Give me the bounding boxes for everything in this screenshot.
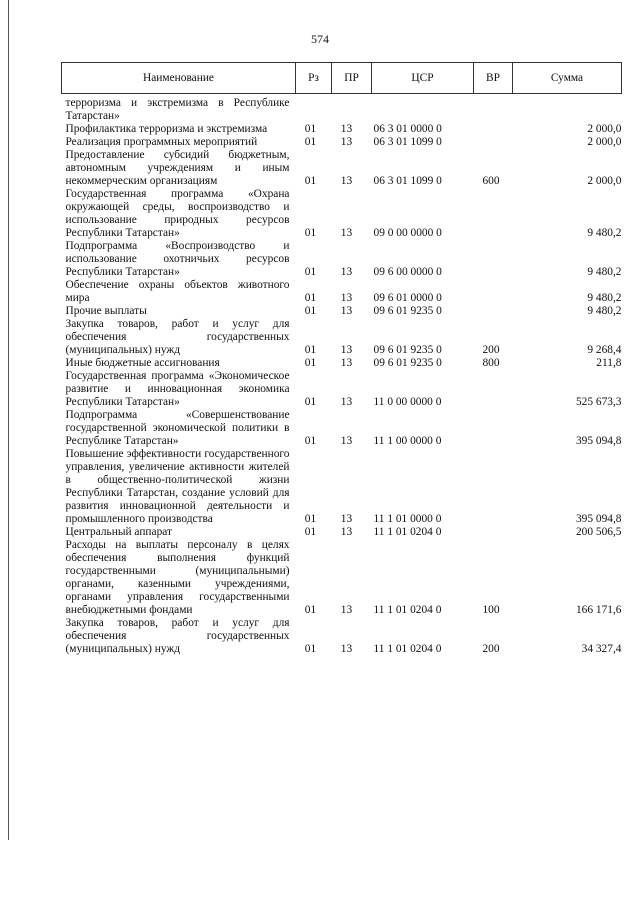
row-name: Повышение эффективности государственного управления, увеличение активности жителей в общественно-политической жизни Республики Татарстан, создание условий для развития инновационной деятельности и промышленного производства xyxy=(65,448,290,525)
budget-table xyxy=(61,62,622,656)
row-sum: 2 000,0 xyxy=(587,123,622,135)
row-rz: 01 xyxy=(304,513,317,525)
row-pr: 13 xyxy=(340,396,353,408)
row-csr: 11 0 00 0000 0 xyxy=(373,396,442,408)
row-name: Предоставление субсидий бюджетным, автономным учреждениям и иным некоммерческим организациям xyxy=(65,149,290,187)
row-rz: 01 xyxy=(304,604,317,616)
header-row xyxy=(62,63,622,94)
row-vr: 200 xyxy=(482,344,500,356)
row-vr xyxy=(474,188,513,240)
row-vr: 800 xyxy=(482,357,500,369)
row-name: Закупка товаров, работ и услуг для обеспечения государственных (муниципальных) нужд xyxy=(65,617,290,655)
table-row xyxy=(62,357,622,370)
row-name: Государственная программа «Экономическое развитие и инновационная экономика Республики Татарстан» xyxy=(65,370,290,408)
table-row xyxy=(62,526,622,539)
table-row xyxy=(62,240,622,279)
row-pr: 13 xyxy=(340,305,353,317)
row-csr: 09 6 01 0000 0 xyxy=(373,292,442,304)
header-pr: ПР xyxy=(332,63,372,94)
row-vr xyxy=(474,448,513,526)
row-pr: 13 xyxy=(340,435,353,447)
row-pr: 13 xyxy=(340,604,353,616)
row-sum: 2 000,0 xyxy=(587,175,622,187)
table-row xyxy=(62,188,622,240)
row-rz xyxy=(296,94,332,124)
row-pr: 13 xyxy=(340,344,353,356)
row-sum: 9 480,2 xyxy=(587,227,622,239)
row-sum: 166 171,6 xyxy=(575,604,622,616)
header-csr: ЦСР xyxy=(372,63,474,94)
table-row xyxy=(62,305,622,318)
row-pr xyxy=(332,94,372,124)
row-vr xyxy=(474,409,513,448)
row-rz: 01 xyxy=(304,396,317,408)
row-name: Подпрограмма «Совершенствование государственной экономической политики в Республике Татарстан» xyxy=(65,409,290,447)
table-row xyxy=(62,617,622,656)
row-csr: 09 6 01 9235 0 xyxy=(373,305,442,317)
row-rz: 01 xyxy=(304,344,317,356)
page-number: 574 xyxy=(311,32,329,46)
row-vr xyxy=(474,94,513,124)
row-rz: 01 xyxy=(304,136,317,148)
header-rz: Рз xyxy=(296,63,332,94)
row-csr: 11 1 01 0000 0 xyxy=(373,513,442,525)
row-vr xyxy=(474,279,513,305)
row-pr: 13 xyxy=(340,123,353,135)
row-pr: 13 xyxy=(340,227,353,239)
row-csr: 06 3 01 1099 0 xyxy=(373,175,442,187)
margin-line xyxy=(8,0,9,840)
row-csr: 09 0 00 0000 0 xyxy=(373,227,442,239)
row-name: Реализация программных мероприятий xyxy=(65,136,258,148)
row-vr xyxy=(474,526,513,539)
row-csr xyxy=(372,94,474,124)
row-rz: 01 xyxy=(304,175,317,187)
row-csr: 11 1 00 0000 0 xyxy=(373,435,442,447)
header-vr: ВР xyxy=(474,63,513,94)
row-sum: 2 000,0 xyxy=(587,136,622,148)
row-vr xyxy=(474,123,513,136)
row-pr: 13 xyxy=(340,175,353,187)
table-row xyxy=(62,149,622,188)
row-name: Расходы на выплаты персоналу в целях обеспечения выполнения функций государственными (муниципальными) органами, казенными учреждениями, органами управления государственными внебюджетными фондами xyxy=(65,539,290,616)
row-csr: 09 6 01 9235 0 xyxy=(373,357,442,369)
row-sum: 200 506,5 xyxy=(575,526,622,538)
row-rz: 01 xyxy=(304,266,317,278)
row-pr: 13 xyxy=(340,292,353,304)
row-csr: 06 3 01 0000 0 xyxy=(373,123,442,135)
row-rz: 01 xyxy=(304,227,317,239)
row-rz: 01 xyxy=(304,305,317,317)
row-vr: 100 xyxy=(482,604,500,616)
row-rz: 01 xyxy=(304,526,317,538)
row-pr: 13 xyxy=(340,136,353,148)
row-pr: 13 xyxy=(340,357,353,369)
table-row xyxy=(62,94,622,124)
row-sum: 9 480,2 xyxy=(587,266,622,278)
row-sum: 9 480,2 xyxy=(587,305,622,317)
row-name: Закупка товаров, работ и услуг для обеспечения государственных (муниципальных) нужд xyxy=(65,318,290,356)
row-name: Прочие выплаты xyxy=(65,305,147,317)
table-row xyxy=(62,318,622,357)
row-name: Иные бюджетные ассигнования xyxy=(65,357,220,369)
table-row xyxy=(62,539,622,617)
row-name: Обеспечение охраны объектов животного мира xyxy=(65,279,290,304)
row-vr xyxy=(474,305,513,318)
row-vr xyxy=(474,370,513,409)
row-rz: 01 xyxy=(304,292,317,304)
row-csr: 11 1 01 0204 0 xyxy=(373,643,442,655)
table-row xyxy=(62,123,622,136)
row-name: Подпрограмма «Воспроизводство и использование охотничьих ресурсов Республики Татарстан» xyxy=(65,240,290,278)
row-vr: 200 xyxy=(482,643,500,655)
header-name: Наименование xyxy=(62,63,296,94)
row-pr: 13 xyxy=(340,266,353,278)
row-name: Государственная программа «Охрана окружающей среды, воспроизводство и использование природных ресурсов Республики Татарстан» xyxy=(65,188,290,239)
row-csr: 09 6 01 9235 0 xyxy=(373,344,442,356)
row-rz: 01 xyxy=(304,643,317,655)
row-sum: 34 327,4 xyxy=(581,643,622,655)
row-sum xyxy=(513,94,622,124)
row-vr: 600 xyxy=(482,175,500,187)
row-sum: 395 094,8 xyxy=(575,513,622,525)
row-csr: 11 1 01 0204 0 xyxy=(373,526,442,538)
row-rz: 01 xyxy=(304,357,317,369)
row-rz: 01 xyxy=(304,435,317,447)
row-pr: 13 xyxy=(340,526,353,538)
table-row xyxy=(62,370,622,409)
row-name: Центральный аппарат xyxy=(65,526,173,538)
row-rz: 01 xyxy=(304,123,317,135)
row-sum: 9 268,4 xyxy=(587,344,622,356)
row-pr: 13 xyxy=(340,513,353,525)
header-sum: Сумма xyxy=(513,63,622,94)
row-name: терроризма и экстремизма в Республике Татарстан» xyxy=(65,97,290,122)
row-name: Профилактика терроризма и экстремизма xyxy=(65,123,268,135)
row-sum: 525 673,3 xyxy=(575,396,622,408)
row-sum: 211,8 xyxy=(596,357,622,369)
row-pr: 13 xyxy=(340,643,353,655)
row-vr xyxy=(474,136,513,149)
table-row xyxy=(62,448,622,526)
table-row xyxy=(62,279,622,305)
table-row xyxy=(62,136,622,149)
row-csr: 11 1 01 0204 0 xyxy=(373,604,442,616)
row-csr: 06 3 01 1099 0 xyxy=(373,136,442,148)
row-sum: 9 480,2 xyxy=(587,292,622,304)
row-vr xyxy=(474,240,513,279)
row-csr: 09 6 00 0000 0 xyxy=(373,266,442,278)
table-row xyxy=(62,409,622,448)
row-sum: 395 094,8 xyxy=(575,435,622,447)
